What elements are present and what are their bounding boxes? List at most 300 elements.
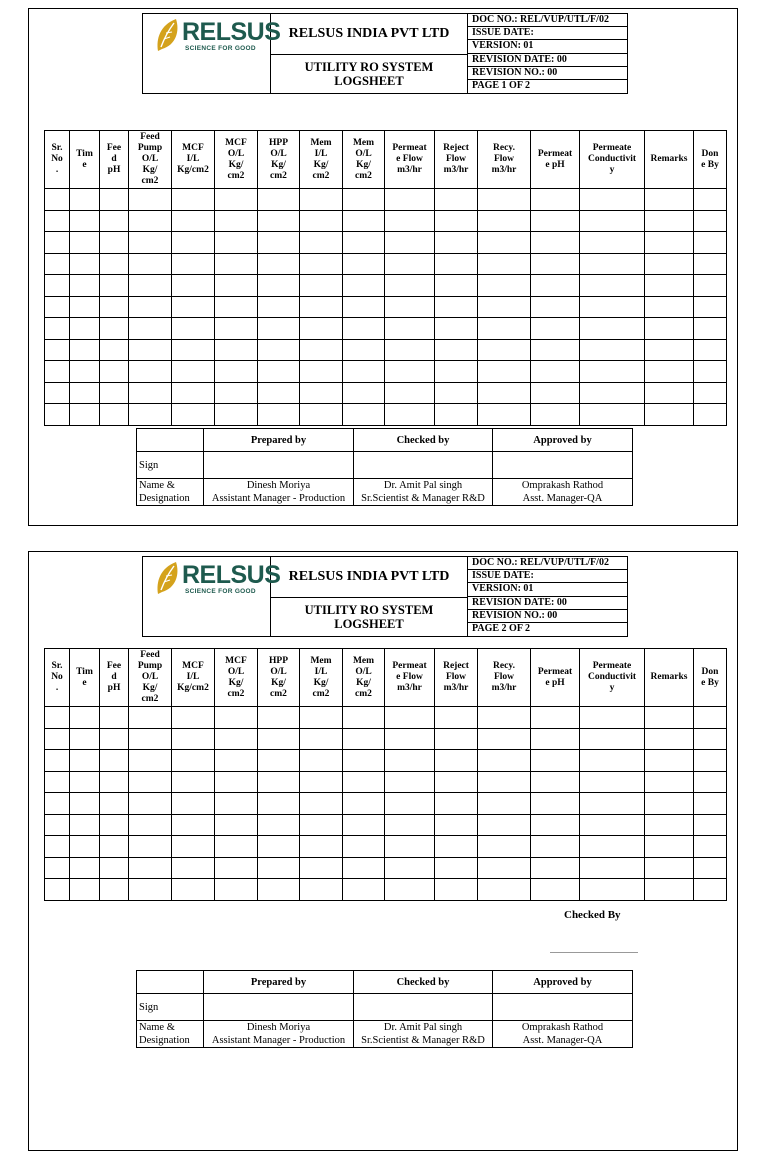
log-entry-cell[interactable] xyxy=(580,361,645,383)
log-entry-cell[interactable] xyxy=(300,339,343,361)
log-entry-cell[interactable] xyxy=(435,814,478,836)
log-entry-cell[interactable] xyxy=(172,728,215,750)
log-entry-cell[interactable] xyxy=(45,339,70,361)
log-entry-cell[interactable] xyxy=(258,728,300,750)
log-entry-cell[interactable] xyxy=(300,771,343,793)
log-entry-cell[interactable] xyxy=(258,253,300,275)
log-entry-cell[interactable] xyxy=(129,361,172,383)
log-entry-cell[interactable] xyxy=(343,879,385,901)
log-entry-cell[interactable] xyxy=(129,318,172,340)
log-entry-cell[interactable] xyxy=(70,296,100,318)
log-entry-cell[interactable] xyxy=(645,728,694,750)
log-entry-cell[interactable] xyxy=(385,339,435,361)
log-entry-cell[interactable] xyxy=(645,750,694,772)
log-entry-cell[interactable] xyxy=(385,750,435,772)
log-entry-cell[interactable] xyxy=(129,189,172,211)
log-entry-cell[interactable] xyxy=(258,339,300,361)
log-entry-cell[interactable] xyxy=(694,361,727,383)
log-entry-cell[interactable] xyxy=(478,382,531,404)
log-entry-cell[interactable] xyxy=(531,210,580,232)
log-entry-cell[interactable] xyxy=(343,339,385,361)
log-entry-cell[interactable] xyxy=(580,814,645,836)
log-entry-cell[interactable] xyxy=(580,210,645,232)
log-entry-cell[interactable] xyxy=(45,189,70,211)
log-entry-cell[interactable] xyxy=(435,361,478,383)
log-entry-cell[interactable] xyxy=(215,793,258,815)
log-entry-cell[interactable] xyxy=(215,707,258,729)
log-entry-cell[interactable] xyxy=(385,382,435,404)
log-entry-cell[interactable] xyxy=(45,382,70,404)
log-entry-cell[interactable] xyxy=(580,750,645,772)
log-entry-cell[interactable] xyxy=(531,879,580,901)
log-entry-cell[interactable] xyxy=(580,253,645,275)
log-entry-cell[interactable] xyxy=(70,189,100,211)
log-entry-cell[interactable] xyxy=(300,232,343,254)
log-entry-cell[interactable] xyxy=(343,275,385,297)
log-entry-cell[interactable] xyxy=(45,814,70,836)
log-entry-cell[interactable] xyxy=(215,339,258,361)
log-entry-cell[interactable] xyxy=(385,836,435,858)
log-entry-cell[interactable] xyxy=(343,253,385,275)
log-entry-cell[interactable] xyxy=(645,210,694,232)
log-entry-cell[interactable] xyxy=(478,253,531,275)
log-entry-cell[interactable] xyxy=(580,318,645,340)
log-entry-cell[interactable] xyxy=(531,728,580,750)
log-entry-cell[interactable] xyxy=(100,339,129,361)
log-entry-cell[interactable] xyxy=(129,793,172,815)
log-entry-cell[interactable] xyxy=(70,857,100,879)
log-entry-cell[interactable] xyxy=(129,253,172,275)
log-entry-cell[interactable] xyxy=(258,318,300,340)
log-entry-cell[interactable] xyxy=(258,361,300,383)
log-entry-cell[interactable] xyxy=(645,232,694,254)
log-entry-cell[interactable] xyxy=(300,361,343,383)
log-entry-cell[interactable] xyxy=(580,879,645,901)
log-entry-cell[interactable] xyxy=(694,382,727,404)
log-entry-cell[interactable] xyxy=(215,750,258,772)
log-entry-cell[interactable] xyxy=(100,728,129,750)
log-entry-cell[interactable] xyxy=(343,382,385,404)
log-entry-cell[interactable] xyxy=(258,857,300,879)
log-entry-cell[interactable] xyxy=(300,793,343,815)
log-entry-cell[interactable] xyxy=(215,771,258,793)
log-entry-cell[interactable] xyxy=(172,318,215,340)
log-entry-cell[interactable] xyxy=(172,793,215,815)
log-entry-cell[interactable] xyxy=(45,728,70,750)
log-entry-cell[interactable] xyxy=(343,857,385,879)
log-entry-cell[interactable] xyxy=(129,382,172,404)
log-entry-cell[interactable] xyxy=(343,296,385,318)
log-entry-cell[interactable] xyxy=(300,728,343,750)
log-entry-cell[interactable] xyxy=(580,793,645,815)
log-entry-cell[interactable] xyxy=(531,750,580,772)
log-entry-cell[interactable] xyxy=(478,857,531,879)
log-entry-cell[interactable] xyxy=(531,382,580,404)
log-entry-cell[interactable] xyxy=(580,836,645,858)
log-entry-cell[interactable] xyxy=(645,879,694,901)
log-entry-cell[interactable] xyxy=(435,857,478,879)
log-entry-cell[interactable] xyxy=(580,707,645,729)
log-entry-cell[interactable] xyxy=(70,707,100,729)
log-entry-cell[interactable] xyxy=(100,771,129,793)
log-entry-cell[interactable] xyxy=(645,814,694,836)
log-entry-cell[interactable] xyxy=(45,707,70,729)
log-entry-cell[interactable] xyxy=(100,232,129,254)
log-entry-cell[interactable] xyxy=(435,275,478,297)
log-entry-cell[interactable] xyxy=(531,793,580,815)
log-entry-cell[interactable] xyxy=(645,793,694,815)
log-entry-cell[interactable] xyxy=(100,707,129,729)
log-entry-cell[interactable] xyxy=(343,404,385,426)
log-entry-cell[interactable] xyxy=(343,814,385,836)
log-entry-cell[interactable] xyxy=(258,210,300,232)
log-entry-cell[interactable] xyxy=(645,836,694,858)
log-entry-cell[interactable] xyxy=(478,793,531,815)
log-entry-cell[interactable] xyxy=(258,296,300,318)
log-entry-cell[interactable] xyxy=(258,275,300,297)
log-entry-cell[interactable] xyxy=(45,296,70,318)
log-entry-cell[interactable] xyxy=(129,879,172,901)
log-entry-cell[interactable] xyxy=(694,771,727,793)
log-entry-cell[interactable] xyxy=(45,836,70,858)
log-entry-cell[interactable] xyxy=(645,253,694,275)
log-entry-cell[interactable] xyxy=(45,404,70,426)
log-entry-cell[interactable] xyxy=(435,296,478,318)
log-entry-cell[interactable] xyxy=(45,361,70,383)
log-entry-cell[interactable] xyxy=(531,771,580,793)
log-entry-cell[interactable] xyxy=(70,253,100,275)
log-entry-cell[interactable] xyxy=(300,296,343,318)
log-entry-cell[interactable] xyxy=(531,296,580,318)
log-entry-cell[interactable] xyxy=(694,728,727,750)
log-entry-cell[interactable] xyxy=(70,771,100,793)
log-entry-cell[interactable] xyxy=(215,189,258,211)
log-entry-cell[interactable] xyxy=(645,857,694,879)
log-entry-cell[interactable] xyxy=(45,793,70,815)
log-entry-cell[interactable] xyxy=(100,296,129,318)
log-entry-cell[interactable] xyxy=(531,253,580,275)
log-entry-cell[interactable] xyxy=(258,771,300,793)
log-entry-cell[interactable] xyxy=(531,232,580,254)
log-entry-cell[interactable] xyxy=(129,339,172,361)
log-entry-cell[interactable] xyxy=(172,836,215,858)
log-entry-cell[interactable] xyxy=(343,750,385,772)
log-entry-cell[interactable] xyxy=(215,404,258,426)
log-entry-cell[interactable] xyxy=(215,318,258,340)
log-entry-cell[interactable] xyxy=(300,275,343,297)
log-entry-cell[interactable] xyxy=(343,707,385,729)
log-entry-cell[interactable] xyxy=(129,836,172,858)
log-entry-cell[interactable] xyxy=(100,404,129,426)
log-entry-cell[interactable] xyxy=(435,771,478,793)
log-entry-cell[interactable] xyxy=(300,210,343,232)
log-entry-cell[interactable] xyxy=(258,382,300,404)
log-entry-cell[interactable] xyxy=(385,296,435,318)
log-entry-cell[interactable] xyxy=(100,836,129,858)
log-entry-cell[interactable] xyxy=(645,771,694,793)
log-entry-cell[interactable] xyxy=(129,857,172,879)
log-entry-cell[interactable] xyxy=(300,814,343,836)
log-entry-cell[interactable] xyxy=(100,750,129,772)
log-entry-cell[interactable] xyxy=(478,296,531,318)
log-entry-cell[interactable] xyxy=(645,275,694,297)
log-entry-cell[interactable] xyxy=(694,404,727,426)
log-entry-cell[interactable] xyxy=(45,318,70,340)
log-entry-cell[interactable] xyxy=(694,750,727,772)
log-entry-cell[interactable] xyxy=(531,361,580,383)
log-entry-cell[interactable] xyxy=(694,296,727,318)
log-entry-cell[interactable] xyxy=(129,707,172,729)
log-entry-cell[interactable] xyxy=(215,879,258,901)
log-entry-cell[interactable] xyxy=(435,210,478,232)
log-entry-cell[interactable] xyxy=(478,210,531,232)
log-entry-cell[interactable] xyxy=(385,232,435,254)
log-entry-cell[interactable] xyxy=(258,750,300,772)
log-entry-cell[interactable] xyxy=(215,836,258,858)
log-entry-cell[interactable] xyxy=(385,771,435,793)
log-entry-cell[interactable] xyxy=(343,232,385,254)
log-entry-cell[interactable] xyxy=(435,382,478,404)
log-entry-cell[interactable] xyxy=(70,361,100,383)
log-entry-cell[interactable] xyxy=(694,836,727,858)
log-entry-cell[interactable] xyxy=(70,879,100,901)
log-entry-cell[interactable] xyxy=(100,275,129,297)
log-entry-cell[interactable] xyxy=(300,707,343,729)
log-entry-cell[interactable] xyxy=(100,382,129,404)
log-entry-cell[interactable] xyxy=(343,189,385,211)
log-entry-cell[interactable] xyxy=(172,707,215,729)
log-entry-cell[interactable] xyxy=(645,189,694,211)
log-entry-cell[interactable] xyxy=(694,253,727,275)
log-entry-cell[interactable] xyxy=(435,728,478,750)
log-entry-cell[interactable] xyxy=(580,382,645,404)
log-entry-cell[interactable] xyxy=(45,253,70,275)
log-entry-cell[interactable] xyxy=(45,275,70,297)
log-entry-cell[interactable] xyxy=(694,879,727,901)
log-entry-cell[interactable] xyxy=(70,382,100,404)
log-entry-cell[interactable] xyxy=(645,382,694,404)
log-entry-cell[interactable] xyxy=(478,275,531,297)
log-entry-cell[interactable] xyxy=(478,879,531,901)
log-entry-cell[interactable] xyxy=(580,857,645,879)
log-entry-cell[interactable] xyxy=(70,793,100,815)
log-entry-cell[interactable] xyxy=(172,879,215,901)
log-entry-cell[interactable] xyxy=(478,771,531,793)
log-entry-cell[interactable] xyxy=(343,771,385,793)
log-entry-cell[interactable] xyxy=(172,210,215,232)
log-entry-cell[interactable] xyxy=(478,339,531,361)
log-entry-cell[interactable] xyxy=(172,232,215,254)
log-entry-cell[interactable] xyxy=(531,404,580,426)
log-entry-cell[interactable] xyxy=(100,361,129,383)
log-entry-cell[interactable] xyxy=(172,253,215,275)
log-entry-cell[interactable] xyxy=(100,793,129,815)
log-entry-cell[interactable] xyxy=(694,318,727,340)
log-entry-cell[interactable] xyxy=(385,879,435,901)
log-entry-cell[interactable] xyxy=(215,382,258,404)
log-entry-cell[interactable] xyxy=(258,836,300,858)
log-entry-cell[interactable] xyxy=(45,857,70,879)
log-entry-cell[interactable] xyxy=(300,189,343,211)
log-entry-cell[interactable] xyxy=(70,275,100,297)
log-entry-cell[interactable] xyxy=(300,857,343,879)
log-entry-cell[interactable] xyxy=(258,189,300,211)
log-entry-cell[interactable] xyxy=(300,253,343,275)
log-entry-cell[interactable] xyxy=(645,707,694,729)
log-entry-cell[interactable] xyxy=(215,814,258,836)
log-entry-cell[interactable] xyxy=(478,814,531,836)
log-entry-cell[interactable] xyxy=(100,189,129,211)
log-entry-cell[interactable] xyxy=(435,707,478,729)
log-entry-cell[interactable] xyxy=(478,404,531,426)
log-entry-cell[interactable] xyxy=(343,210,385,232)
log-entry-cell[interactable] xyxy=(258,404,300,426)
log-entry-cell[interactable] xyxy=(435,232,478,254)
log-entry-cell[interactable] xyxy=(45,210,70,232)
log-entry-cell[interactable] xyxy=(70,814,100,836)
log-entry-cell[interactable] xyxy=(531,275,580,297)
log-entry-cell[interactable] xyxy=(129,771,172,793)
log-entry-cell[interactable] xyxy=(580,275,645,297)
log-entry-cell[interactable] xyxy=(258,879,300,901)
log-entry-cell[interactable] xyxy=(385,189,435,211)
log-entry-cell[interactable] xyxy=(580,771,645,793)
log-entry-cell[interactable] xyxy=(300,879,343,901)
log-entry-cell[interactable] xyxy=(580,404,645,426)
log-entry-cell[interactable] xyxy=(215,361,258,383)
log-entry-cell[interactable] xyxy=(100,253,129,275)
log-entry-cell[interactable] xyxy=(129,210,172,232)
log-entry-cell[interactable] xyxy=(531,189,580,211)
log-entry-cell[interactable] xyxy=(172,296,215,318)
log-entry-cell[interactable] xyxy=(478,750,531,772)
log-entry-cell[interactable] xyxy=(435,879,478,901)
log-entry-cell[interactable] xyxy=(45,771,70,793)
log-entry-cell[interactable] xyxy=(478,836,531,858)
log-entry-cell[interactable] xyxy=(478,232,531,254)
log-entry-cell[interactable] xyxy=(172,189,215,211)
log-entry-cell[interactable] xyxy=(70,404,100,426)
log-entry-cell[interactable] xyxy=(45,750,70,772)
log-entry-cell[interactable] xyxy=(172,771,215,793)
log-entry-cell[interactable] xyxy=(215,210,258,232)
log-entry-cell[interactable] xyxy=(129,275,172,297)
log-entry-cell[interactable] xyxy=(70,339,100,361)
log-entry-cell[interactable] xyxy=(385,707,435,729)
log-entry-cell[interactable] xyxy=(435,836,478,858)
log-entry-cell[interactable] xyxy=(70,728,100,750)
log-entry-cell[interactable] xyxy=(129,232,172,254)
log-entry-cell[interactable] xyxy=(580,296,645,318)
log-entry-cell[interactable] xyxy=(694,857,727,879)
log-entry-cell[interactable] xyxy=(45,232,70,254)
log-entry-cell[interactable] xyxy=(215,232,258,254)
log-entry-cell[interactable] xyxy=(172,857,215,879)
log-entry-cell[interactable] xyxy=(580,189,645,211)
log-entry-cell[interactable] xyxy=(645,404,694,426)
log-entry-cell[interactable] xyxy=(385,814,435,836)
log-entry-cell[interactable] xyxy=(70,836,100,858)
log-entry-cell[interactable] xyxy=(385,404,435,426)
log-entry-cell[interactable] xyxy=(645,318,694,340)
log-entry-cell[interactable] xyxy=(435,793,478,815)
log-entry-cell[interactable] xyxy=(172,361,215,383)
log-entry-cell[interactable] xyxy=(385,857,435,879)
log-entry-cell[interactable] xyxy=(215,275,258,297)
log-entry-cell[interactable] xyxy=(385,318,435,340)
log-entry-cell[interactable] xyxy=(172,814,215,836)
log-entry-cell[interactable] xyxy=(694,210,727,232)
log-entry-cell[interactable] xyxy=(172,339,215,361)
log-entry-cell[interactable] xyxy=(129,296,172,318)
log-entry-cell[interactable] xyxy=(129,750,172,772)
log-entry-cell[interactable] xyxy=(580,728,645,750)
log-entry-cell[interactable] xyxy=(343,728,385,750)
log-entry-cell[interactable] xyxy=(300,404,343,426)
log-entry-cell[interactable] xyxy=(258,232,300,254)
log-entry-cell[interactable] xyxy=(258,814,300,836)
log-entry-cell[interactable] xyxy=(45,879,70,901)
log-entry-cell[interactable] xyxy=(215,728,258,750)
log-entry-cell[interactable] xyxy=(478,361,531,383)
log-entry-cell[interactable] xyxy=(172,275,215,297)
log-entry-cell[interactable] xyxy=(580,232,645,254)
log-entry-cell[interactable] xyxy=(70,750,100,772)
log-entry-cell[interactable] xyxy=(531,318,580,340)
log-entry-cell[interactable] xyxy=(694,189,727,211)
log-entry-cell[interactable] xyxy=(215,253,258,275)
log-entry-cell[interactable] xyxy=(435,404,478,426)
log-entry-cell[interactable] xyxy=(70,232,100,254)
log-entry-cell[interactable] xyxy=(129,728,172,750)
log-entry-cell[interactable] xyxy=(100,814,129,836)
log-entry-cell[interactable] xyxy=(435,253,478,275)
log-entry-cell[interactable] xyxy=(694,275,727,297)
log-entry-cell[interactable] xyxy=(645,296,694,318)
log-entry-cell[interactable] xyxy=(435,318,478,340)
log-entry-cell[interactable] xyxy=(70,318,100,340)
log-entry-cell[interactable] xyxy=(478,189,531,211)
log-entry-cell[interactable] xyxy=(645,339,694,361)
log-entry-cell[interactable] xyxy=(300,318,343,340)
log-entry-cell[interactable] xyxy=(435,750,478,772)
log-entry-cell[interactable] xyxy=(478,318,531,340)
log-entry-cell[interactable] xyxy=(694,339,727,361)
log-entry-cell[interactable] xyxy=(531,339,580,361)
log-entry-cell[interactable] xyxy=(435,339,478,361)
log-entry-cell[interactable] xyxy=(100,210,129,232)
log-entry-cell[interactable] xyxy=(172,382,215,404)
log-entry-cell[interactable] xyxy=(129,404,172,426)
log-entry-cell[interactable] xyxy=(645,361,694,383)
log-entry-cell[interactable] xyxy=(300,750,343,772)
log-entry-cell[interactable] xyxy=(385,361,435,383)
log-entry-cell[interactable] xyxy=(385,210,435,232)
log-entry-cell[interactable] xyxy=(478,707,531,729)
log-entry-cell[interactable] xyxy=(343,361,385,383)
log-entry-cell[interactable] xyxy=(694,793,727,815)
log-entry-cell[interactable] xyxy=(343,793,385,815)
log-entry-cell[interactable] xyxy=(70,210,100,232)
log-entry-cell[interactable] xyxy=(343,318,385,340)
log-entry-cell[interactable] xyxy=(215,296,258,318)
log-entry-cell[interactable] xyxy=(343,836,385,858)
log-entry-cell[interactable] xyxy=(478,728,531,750)
log-entry-cell[interactable] xyxy=(694,232,727,254)
log-entry-cell[interactable] xyxy=(258,793,300,815)
log-entry-cell[interactable] xyxy=(100,857,129,879)
log-entry-cell[interactable] xyxy=(435,189,478,211)
